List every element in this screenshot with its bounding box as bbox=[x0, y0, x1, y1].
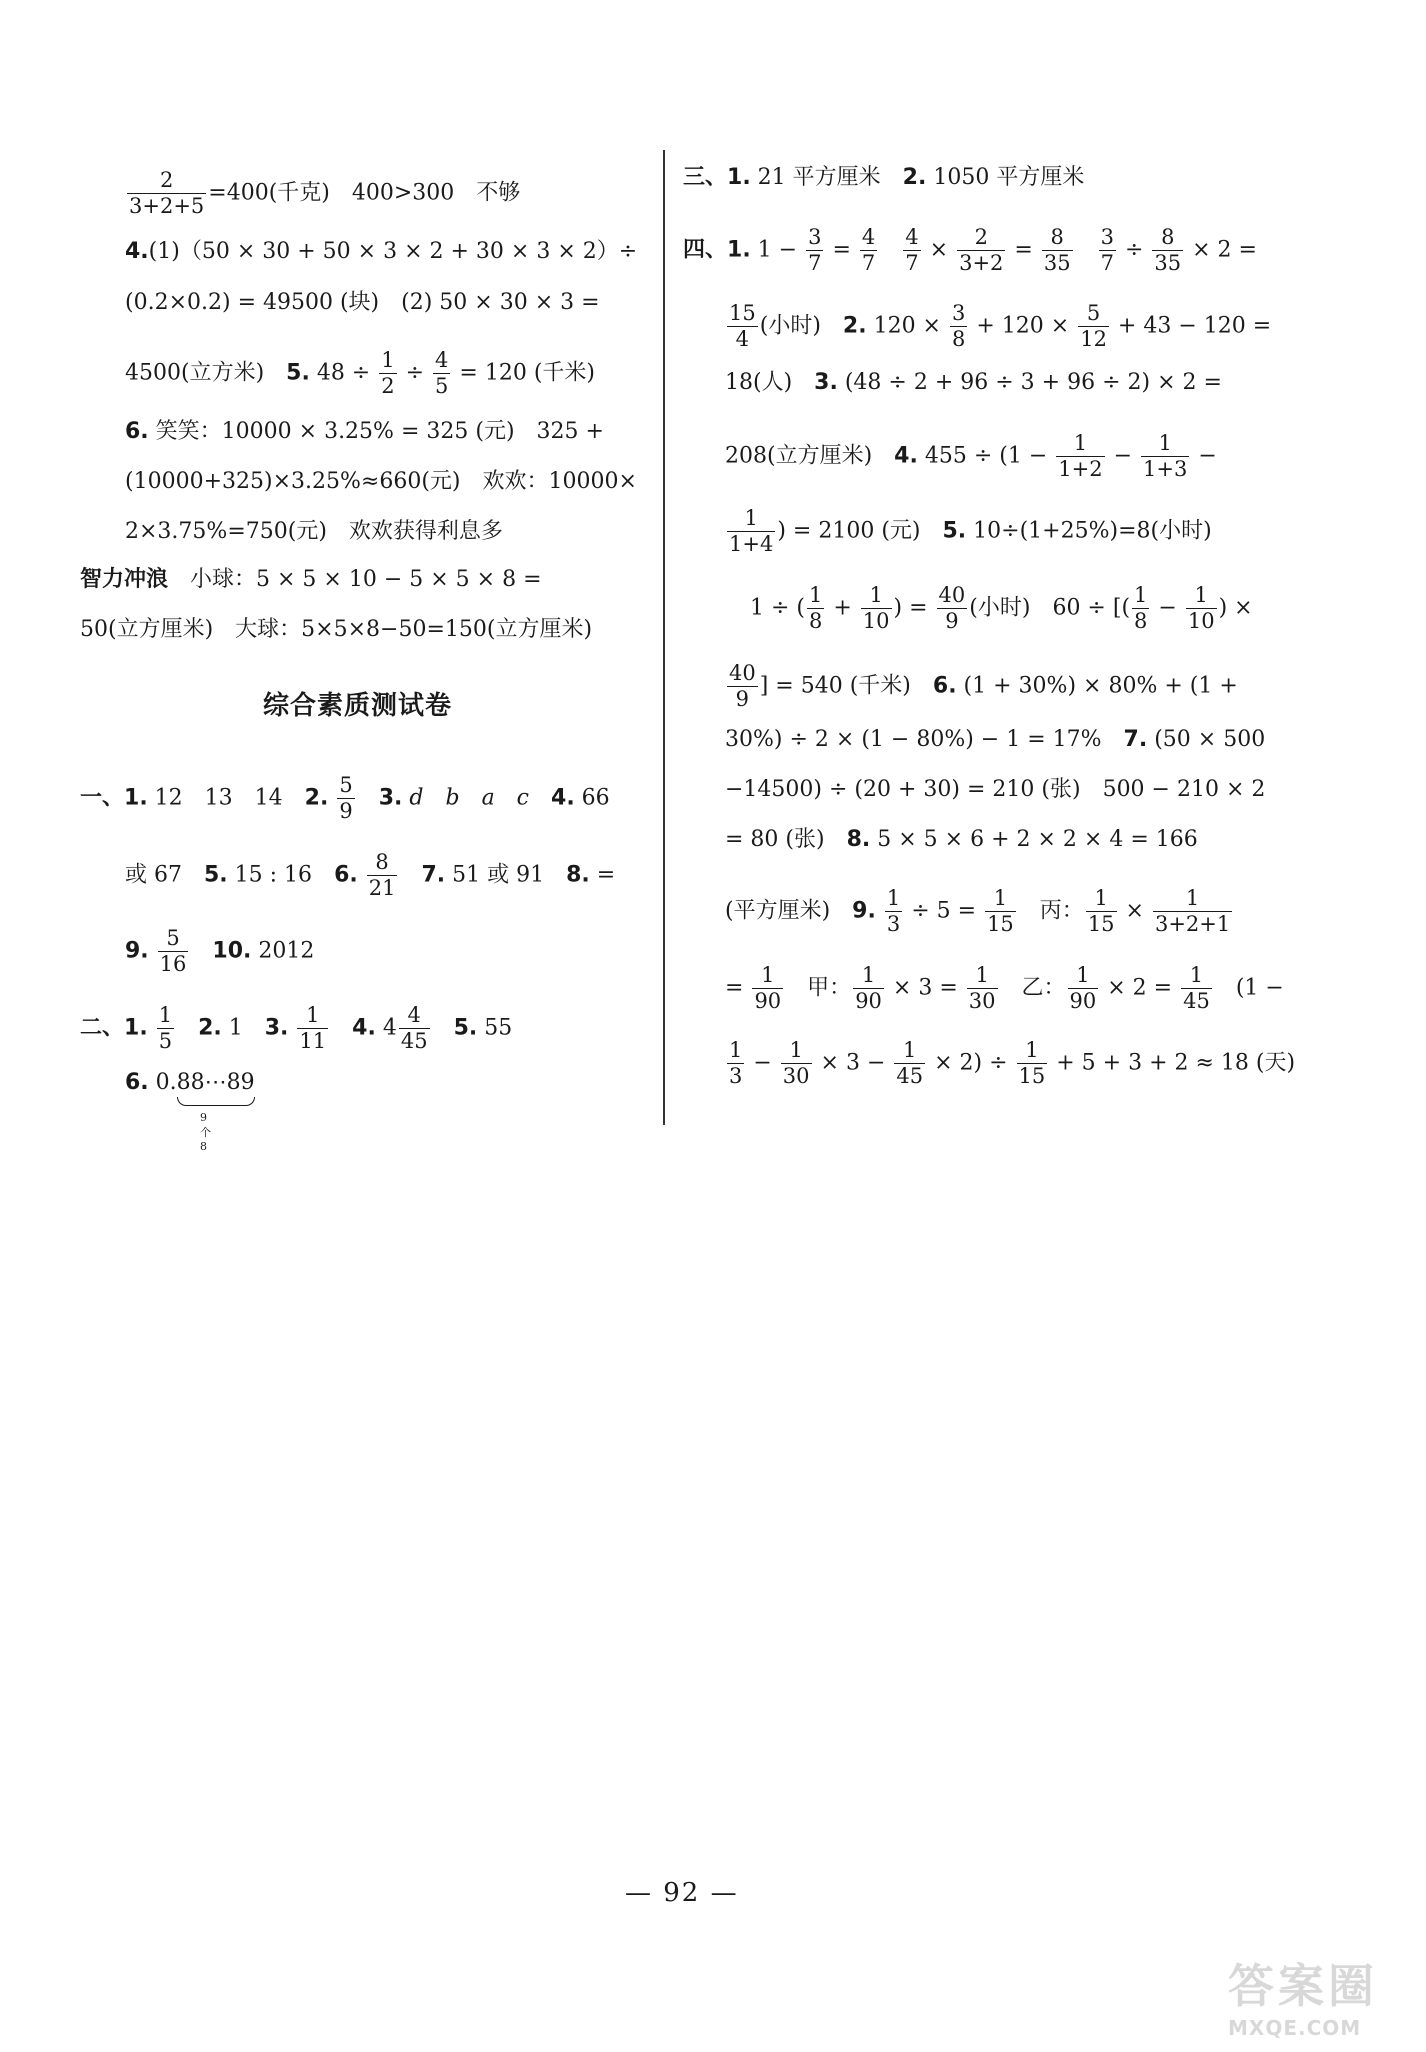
left-line-6: (10000+325)×3.25%≈660(元) 欢欢：10000× bbox=[125, 469, 637, 494]
fraction: $\frac{2}{3+2}$ bbox=[959, 225, 1004, 275]
fraction: $\frac{1}{15}$ bbox=[1087, 886, 1115, 936]
right-line-2: 四、1. 1 − $\frac{3}{7}$ = $\frac{4}{7}$ $\frac{4}{7}$ × $\frac{2}{3+2}$ = $\frac{8}{35}$ $\frac{3}{7}$ ÷ $\frac{8}{35}$ × 2 = bbox=[683, 225, 1257, 275]
left-line-7: 2×3.75%=750(元) 欢欢获得利息多 bbox=[125, 519, 503, 544]
fraction: $\frac{40}{9}$ bbox=[938, 583, 966, 633]
fraction: $\frac{3}{7}$ bbox=[808, 225, 822, 275]
watermark-text: 答案圈 bbox=[1228, 1959, 1378, 2013]
test-line-5: 6. 0.88⋯89 bbox=[125, 1068, 255, 1098]
fraction: $\frac{1}{8}$ bbox=[809, 583, 823, 633]
fraction: $\frac{40}{9}$ bbox=[729, 661, 756, 711]
fraction: $\frac{1}{8}$ bbox=[1134, 583, 1148, 633]
fraction: $\frac{1}{1+4}$ bbox=[729, 506, 774, 556]
right-line-11: = 80 (张) 8. 5 × 5 × 6 + 2 × 2 × 4 = 166 bbox=[725, 827, 1198, 852]
fraction: $\frac{1}{2}$ bbox=[381, 348, 395, 398]
right-line-5: 208(立方厘米) 4. 455 ÷ (1 − $\frac{1}{1+2}$ − $\frac{1}{1+3}$ − bbox=[725, 431, 1217, 481]
fraction: $\frac{1}{15}$ bbox=[987, 886, 1014, 936]
left-line-5: 6. 笑笑：10000 × 3.25% = 325 (元) 325 + bbox=[125, 419, 604, 444]
test-line-1: 一、1. 12 13 14 2. $\frac{5}{9}$ 3. d b a c 4. 66 bbox=[80, 773, 610, 823]
underbrace: 88⋯89 bbox=[177, 1068, 255, 1098]
fraction: $\frac{1}{15}$ bbox=[1018, 1038, 1046, 1088]
fraction: $\frac{4}{7}$ bbox=[861, 225, 876, 275]
right-line-4: 18(人) 3. (48 ÷ 2 + 96 ÷ 3 + 96 ÷ 2) × 2 = bbox=[725, 370, 1222, 395]
watermark-logo bbox=[1228, 1950, 1398, 2042]
column-divider bbox=[663, 150, 665, 1125]
fraction: $\frac{1}{30}$ bbox=[782, 1038, 810, 1088]
fraction: $\frac{1}{45}$ bbox=[1183, 963, 1210, 1013]
left-line-4: 4500(立方米) 5. 48 ÷ $\frac{1}{2}$ ÷ $\frac{4}{5}$ = 120 (千米) bbox=[125, 348, 595, 398]
fraction: $\frac{3}{7}$ bbox=[1100, 225, 1114, 275]
fraction: $\frac{1}{30}$ bbox=[968, 963, 996, 1013]
left-line-8: 智力冲浪 小球：5 × 5 × 10 − 5 × 5 × 8 = bbox=[80, 567, 542, 592]
fraction: $\frac{2}{3+2+5}$ bbox=[129, 168, 205, 218]
fraction: $\frac{1}{5}$ bbox=[158, 1003, 173, 1053]
right-line-12: (平方厘米) 9. $\frac{1}{3}$ ÷ 5 = $\frac{1}{15}$ 丙： $\frac{1}{15}$ × $\frac{1}{3+2+1}$ bbox=[725, 886, 1231, 936]
fraction: $\frac{1}{3}$ bbox=[729, 1038, 743, 1088]
fraction: $\frac{8}{35}$ bbox=[1154, 225, 1182, 275]
fraction: $\frac{4}{45}$ bbox=[400, 1003, 428, 1053]
fraction: $\frac{1}{10}$ bbox=[1187, 583, 1215, 633]
fraction: $\frac{4}{7}$ bbox=[905, 225, 919, 275]
right-line-9: 30%) ÷ 2 × (1 − 80%) − 1 = 17% 7. (50 × 500 bbox=[725, 727, 1266, 752]
section-title: 综合素质测试卷 bbox=[263, 691, 453, 721]
right-line-7: 1 ÷ ( $\frac{1}{8}$ + $\frac{1}{10}$ ) = $\frac{40}{9}$ (小时) 60 ÷ [( $\frac{1}{8}$ − $\frac{1}{10}$ ) × bbox=[750, 583, 1253, 633]
fraction: $\frac{1}{1+2}$ bbox=[1058, 431, 1103, 481]
left-line-2: 4.(1)（50 × 30 + 50 × 3 × 2 + 30 × 3 × 2）÷ bbox=[125, 239, 638, 264]
fraction: $\frac{1}{10}$ bbox=[862, 583, 890, 633]
watermark-url: MXQE.COM bbox=[1228, 2016, 1362, 2040]
left-line-9: 50(立方厘米) 大球：5×5×8−50=150(立方厘米) bbox=[80, 617, 593, 642]
page-number: — 92 — bbox=[625, 1878, 739, 1908]
fraction: $\frac{8}{21}$ bbox=[368, 850, 396, 900]
right-line-14: $\frac{1}{3}$ − $\frac{1}{30}$ × 3 − $\frac{1}{45}$ × 2) ÷ $\frac{1}{15}$ + 5 + 3 + 2 ≈ 18 (天) bbox=[729, 1038, 1296, 1088]
fraction: $\frac{4}{5}$ bbox=[435, 348, 449, 398]
right-line-3: $\frac{15}{4}$ (小时) 2. 120 × $\frac{3}{8}$ + 120 × $\frac{5}{12}$ + 43 − 120 = bbox=[729, 301, 1272, 351]
right-line-6: $\frac{1}{1+4}$ ) = 2100 (元) 5. 10÷(1+25%)=8(小时) bbox=[729, 506, 1212, 556]
right-line-8: $\frac{40}{9}$ ] = 540 (千米) 6. (1 + 30%) × 80% + (1 + bbox=[729, 661, 1238, 711]
test-line-2: 或 67 5. 15 : 16 6. $\frac{8}{21}$ 7. 51 或 91 8. = bbox=[125, 850, 616, 900]
fraction: $\frac{1}{90}$ bbox=[754, 963, 782, 1013]
fraction: $\frac{1}{1+3}$ bbox=[1143, 431, 1188, 481]
left-line-1: $\frac{2}{3+2+5}$ =400(千克) 400>300 不够 bbox=[129, 168, 521, 218]
test-line-4: 二、1. $\frac{1}{5}$ 2. 1 3. $\frac{1}{11}$ 4. 4 $\frac{4}{45}$ 5. 55 bbox=[80, 1003, 513, 1053]
fraction: $\frac{8}{35}$ bbox=[1043, 225, 1071, 275]
fraction: $\frac{5}{16}$ bbox=[159, 926, 187, 976]
fraction: $\frac{1}{90}$ bbox=[855, 963, 882, 1013]
fraction: $\frac{1}{11}$ bbox=[299, 1003, 327, 1053]
fraction: $\frac{15}{4}$ bbox=[729, 301, 756, 351]
fraction: $\frac{1}{3}$ bbox=[886, 886, 901, 936]
right-line-10: −14500) ÷ (20 + 30) = 210 (张) 500 − 210 × 2 bbox=[725, 777, 1266, 802]
right-line-13: = $\frac{1}{90}$ 甲： $\frac{1}{90}$ × 3 = $\frac{1}{30}$ 乙： $\frac{1}{90}$ × 2 = $\frac{1}{45}$ (1 − bbox=[725, 963, 1284, 1013]
fraction: $\frac{1}{90}$ bbox=[1069, 963, 1097, 1013]
fraction: $\frac{5}{12}$ bbox=[1080, 301, 1107, 351]
fraction: $\frac{5}{9}$ bbox=[339, 773, 353, 823]
fraction: $\frac{1}{45}$ bbox=[896, 1038, 924, 1088]
fraction: $\frac{1}{3+2+1}$ bbox=[1154, 886, 1231, 936]
fraction: $\frac{3}{8}$ bbox=[951, 301, 966, 351]
test-line-3: 9. $\frac{5}{16}$ 10. 2012 bbox=[125, 926, 315, 976]
left-line-3: (0.2×0.2) = 49500 (块) (2) 50 × 30 × 3 = bbox=[125, 290, 600, 315]
section-label: 智力冲浪 bbox=[80, 567, 169, 592]
brace-note: 9个8 bbox=[200, 1111, 211, 1153]
right-line-1: 三、1. 21 平方厘米 2. 1050 平方厘米 bbox=[683, 165, 1085, 190]
